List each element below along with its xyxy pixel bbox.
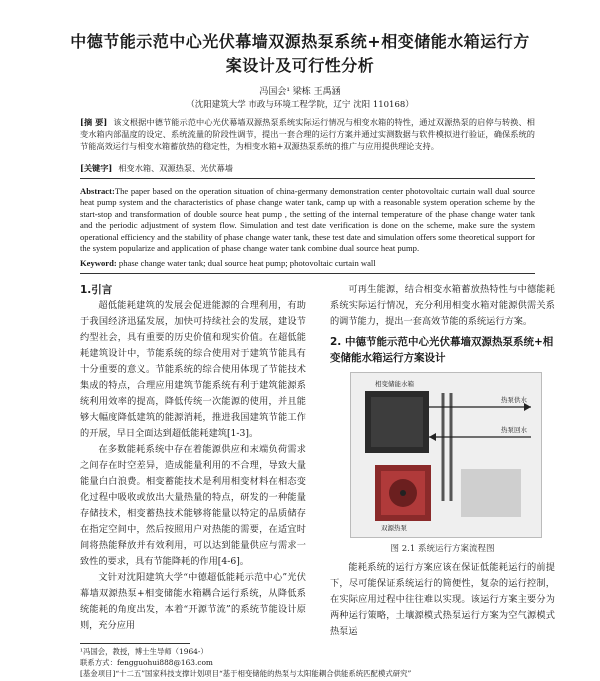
label-heat-pump: 双源热泵 <box>381 524 407 532</box>
footnote-funding: [基金项目]“十二五”国家科技支撑计划项目“基于相变储能的热泵与太阳能耦合供能系统匹配模式研究” <box>80 669 412 678</box>
fan-hub <box>400 490 406 496</box>
section-1-paragraph-3: 文针对沈阳建筑大学“中德超低能耗示范中心”光伏幕墙双源热泵+相变储能水箱耦合运行系统，从降低系统能耗的角度出发，本着“开源节流”的系统节能设计原则，充分应用 <box>80 572 306 631</box>
section-1-paragraph-1: 超低能耗建筑的发展会促进能源的合理利用，有助于我国经济迅猛发展，加快可持续社会的发展，建设节约型社会，具有重要的历史价值和现实价值。在超低能耗建筑设计中，节能系统的综合使用对于建筑节能具有十分重要的意义。节能系统的综合使用体现了节能技术集成的特点，合理应用建筑节能系统有利于建筑能源系统利用效率的提高，降低传统一次能源的使用，并且能够大幅度降低建筑的能源消耗，推进我国建筑节能工作的开展，早日全面达到超低能耗建筑[1-3]。 <box>80 300 306 439</box>
english-keywords-tag: Keyword: <box>80 258 117 268</box>
abstract-divider <box>80 178 535 179</box>
section-2-paragraph-1: 能耗系统的运行方案应该在保证低能耗运行的前提下，尽可能保证系统运行的简便性，复杂的运行控制，在实际应用过程中往往难以实现。该运行方案主要分为两种运行策略，土壤源模式热泵运行方案为空气源模式热泵运 <box>330 562 555 637</box>
section-2-heading: 2. 中德节能示范中心光伏幕墙双源热泵系统+相变储能水箱运行方案设计 <box>330 336 554 364</box>
section-1-paragraph-4: 可再生能源，结合相变水箱蓄放热特性与中德能耗系统实际运行情况，充分利用相变水箱对能源供需关系的调节能力，提出一套高效节能的系统运行方案。 <box>330 284 555 327</box>
title-line-1: 中德节能示范中心光伏幕墙双源热泵系统+相变储能水箱运行方 <box>70 32 530 51</box>
keywords-divider <box>80 273 535 274</box>
label-return: 热泵回水 <box>501 426 527 434</box>
english-keywords-text: phase change water tank; dual source heat pump; photovoltaic curtain wall <box>118 258 376 268</box>
left-column <box>80 282 306 634</box>
title-line-2: 案设计及可行性分析 <box>225 56 375 75</box>
label-supply: 热泵供水 <box>501 396 527 404</box>
system-flow-figure <box>350 372 542 538</box>
english-keywords <box>80 258 535 269</box>
footnote-author: ¹冯国会，教授，博士生导师（1964-） <box>80 647 208 656</box>
chinese-abstract <box>80 116 535 153</box>
english-abstract <box>80 186 535 254</box>
piping-manifold <box>461 469 521 517</box>
paper-title <box>60 30 540 78</box>
right-column <box>330 282 555 640</box>
author-list: 冯国会¹ 梁栋 王禹涵 <box>259 87 341 97</box>
tank-panel <box>371 397 423 447</box>
english-abstract-tag: Abstract: <box>80 186 115 196</box>
label-tank: 相变储能水箱 <box>375 380 414 388</box>
footnote-divider <box>80 643 190 644</box>
footnotes <box>80 646 550 679</box>
chinese-keywords <box>80 162 535 174</box>
section-1-paragraph-2: 在多数能耗系统中存在着能源供应和末端负荷需求之间存在时空差异，造成能量利用的不合理，导致大量能量白白浪费。相变蓄能技术是利用相变材料在相态变化过程中吸收或放出大量热量的特点，研发的一种能量存储技术，相变蓄热技术能够将能量以特定的品质储存在指定空间中，然后按照用户对热能的需要，在适宜时间将热能释放并有效利用，可以达到能量供应与需求一致性的要求，具有节能降耗的作用[4-6]。 <box>80 444 306 567</box>
chinese-abstract-text: 该文根据中德节能示范中心光伏幕墙双源热泵系统实际运行情况与相变水箱的特性，通过双源热泵的启停与转换、相变水箱内部温度的设定、系统流量的阶段性调节，提出一套合理的运行方案并通过实测数据与软件模拟进行验证，确保系统的节能高效运行与相变水箱蓄放热的稳定性，为相变水箱+双源热泵系统的推广与应用提供理论支持。 <box>80 117 535 152</box>
section-1-heading: 1.引言 <box>80 284 113 296</box>
english-abstract-text: The paper based on the operation situation of china-germany demonstration center photovoltaic curtain wall dual source heat pump system and the characteristics of phase change water tank, camp up with a reasonable system operation scheme by the start-stop and transformation of double source heat pump , the setting of the internal temperature of the phase change water tank and the periodic adjustment of system flow. Simulation and test date verification is done on the scheme, make sure the system operational efficiency and the stability of phase change water tank, these test date and simulation offers some theoretical support for the system popularize and application of phase change water tank combine dual source heat pump. <box>80 186 535 254</box>
figure-caption: 图 2.1 系统运行方案流程图 <box>390 544 495 554</box>
chinese-keywords-tag: [关键字] <box>80 163 113 173</box>
chinese-keywords-text: 相变水箱、双源热泵、光伏幕墙 <box>118 163 233 173</box>
affiliation: （沈阳建筑大学 市政与环境工程学院，辽宁 沈阳 110168） <box>186 100 414 110</box>
footnote-contact: 联系方式：fengguohui888@163.com <box>80 658 213 667</box>
chinese-abstract-tag: [摘 要] <box>80 117 108 127</box>
